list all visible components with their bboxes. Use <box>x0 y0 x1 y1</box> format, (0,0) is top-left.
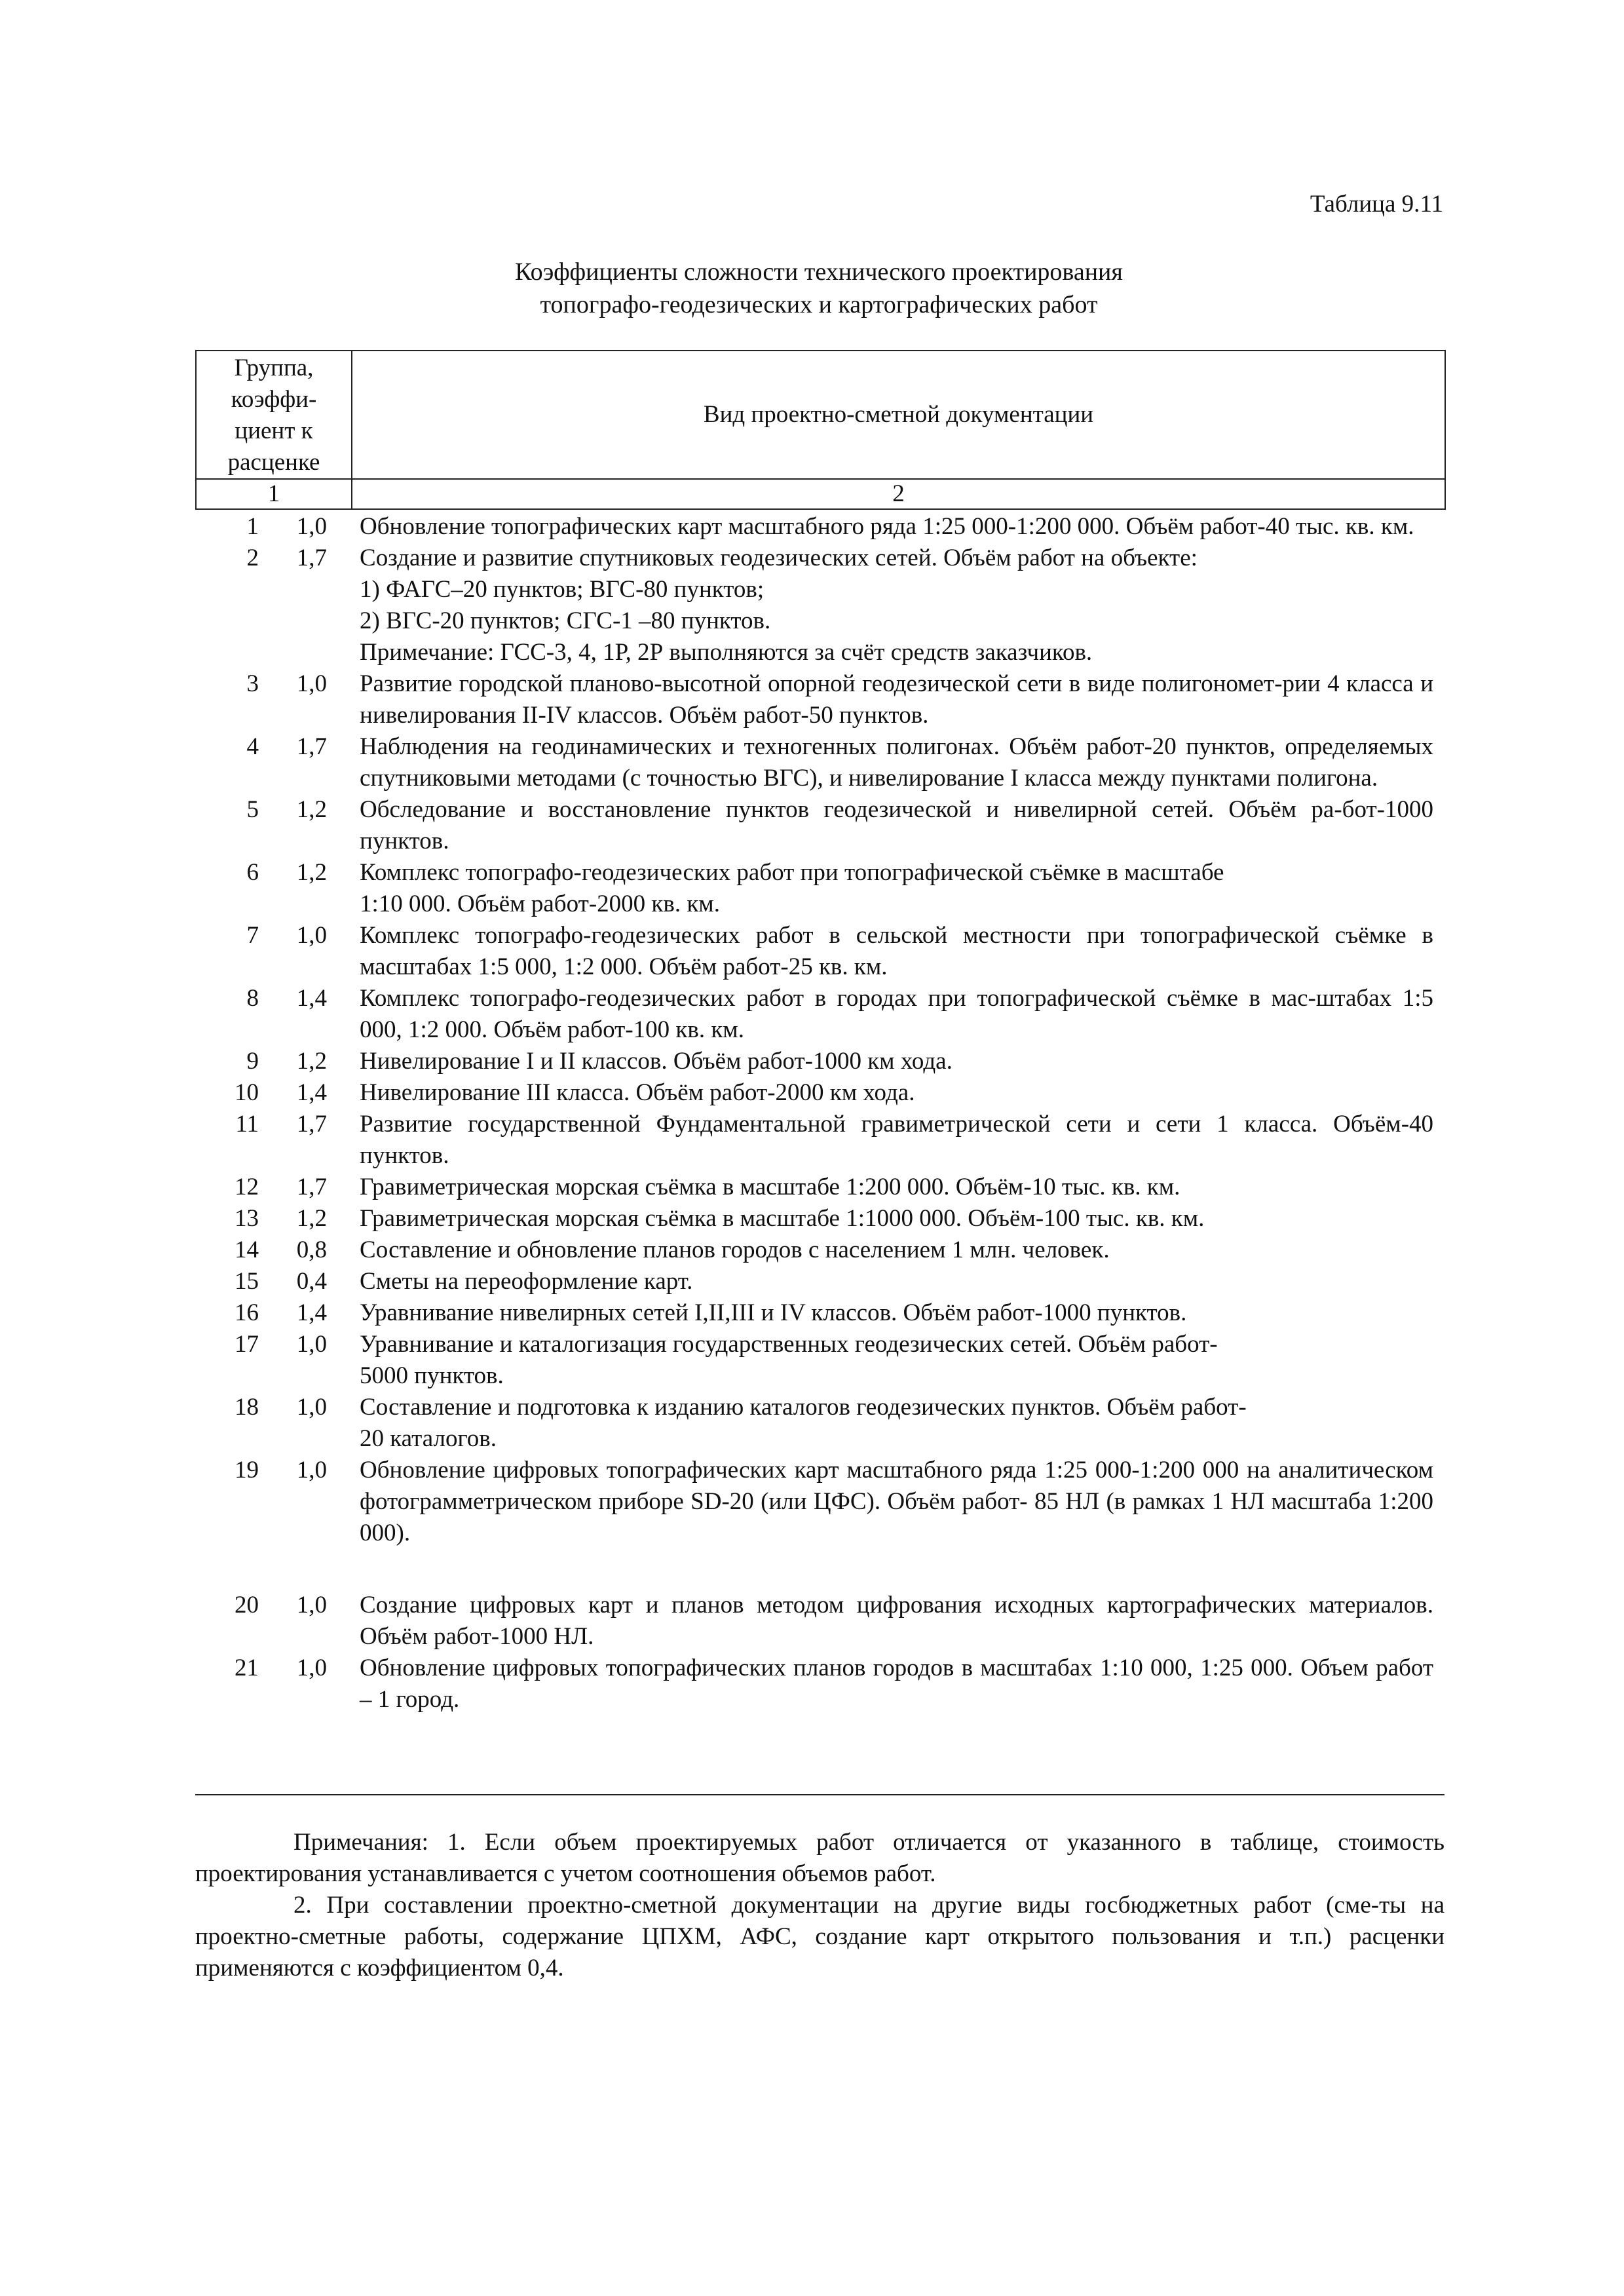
row-coefficient: 1,7 <box>296 1111 328 1138</box>
table-row <box>196 920 1445 983</box>
header-group-coefficient <box>196 351 352 479</box>
table-row <box>196 1046 1445 1077</box>
table-row <box>196 1392 1445 1455</box>
row-coefficient: 1,7 <box>296 733 328 760</box>
row-number: 18 <box>235 1394 259 1421</box>
row-description <box>352 1266 1445 1297</box>
row-description-line: 1) ФАГС–20 пунктов; ВГС-80 пунктов; <box>360 576 765 603</box>
row-description-line: Гравиметрическая морская съёмка в масштабе 1:1000 000. Объём-100 тыс. кв. км. <box>360 1205 1205 1232</box>
row-coefficient: 0,8 <box>296 1236 328 1263</box>
row-description <box>352 920 1445 983</box>
note-2: 2. При составлении проектно-сметной документации на другие виды госбюджетных работ (сме-ты на проектно-сметные работы, содержание ЦПХМ, АФС, создание карт открытого пользования и т.п.) расценки применяются с коэффициентом 0,4. <box>195 1892 1445 1981</box>
row-description-line: Обновление топографических карт масштабного ряда 1:25 000-1:200 000. Объём работ-40 тыс. кв. км. <box>360 513 1414 540</box>
header-group-line: Группа, <box>234 354 314 381</box>
table-row <box>196 1109 1445 1172</box>
row-number: 20 <box>235 1592 259 1618</box>
table-row <box>196 1455 1445 1549</box>
row-description-line: Развитие городской планово-высотной опорной геодезической сети в виде полигономет-рии 4 класса и нивелирования II-IV классов. Объём работ-50 пунктов. <box>360 670 1434 729</box>
row-coefficient: 1,0 <box>296 670 328 697</box>
row-description <box>352 1392 1445 1455</box>
row-coefficient: 1,2 <box>296 796 328 823</box>
row-description-line: Наблюдения на геодинамических и техногенных полигонах. Объём работ-20 пунктов, определяемых спутниковыми методами (с точностью ВГС), и нивелирование I класса между пунктами полигона. <box>360 733 1434 792</box>
row-number: 8 <box>246 985 259 1012</box>
row-description-line: Составление и обновление планов городов с населением 1 млн. человек. <box>360 1236 1110 1263</box>
row-description-line: Уравнивание нивелирных сетей I,II,III и IV классов. Объём работ-1000 пунктов. <box>360 1299 1187 1326</box>
row-coefficient: 1,0 <box>296 1457 328 1483</box>
note-1: Примечания: 1. Если объем проектируемых работ отличается от указанного в таблице, стоимость проектирования устанавливается с учетом соотношения объемов работ. <box>195 1829 1445 1887</box>
row-description-line: Создание и развитие спутниковых геодезических сетей. Объём работ на объекте: <box>360 545 1198 571</box>
table-row <box>196 1653 1445 1715</box>
table-title-line-1: Коэффициенты сложности технического проектирования <box>515 258 1123 286</box>
row-coefficient: 1,2 <box>296 1048 328 1075</box>
row-number: 10 <box>235 1079 259 1106</box>
row-coefficient: 1,2 <box>296 1205 328 1232</box>
row-coefficient: 0,4 <box>296 1268 328 1295</box>
row-description-line: Комплекс топографо-геодезических работ при топографической съёмке в масштабе <box>360 859 1224 886</box>
header-column-number-2: 2 <box>352 479 1445 509</box>
row-description-line: Составление и подготовка к изданию каталогов геодезических пунктов. Объём работ- <box>360 1394 1247 1421</box>
row-description <box>352 1297 1445 1329</box>
row-number: 14 <box>235 1236 259 1263</box>
row-number: 2 <box>246 545 259 571</box>
row-number: 4 <box>246 733 259 760</box>
row-description-line: Примечание: ГСС-3, 4, 1Р, 2Р выполняются за счёт средств заказчиков. <box>360 639 1093 666</box>
row-description <box>352 731 1445 794</box>
row-description-line: 20 каталогов. <box>360 1425 497 1452</box>
row-coefficient: 1,2 <box>296 859 328 886</box>
row-coefficient: 1,4 <box>296 1079 328 1106</box>
table-row <box>196 983 1445 1046</box>
notes <box>195 1827 1445 1984</box>
row-coefficient: 1,0 <box>296 922 328 949</box>
row-description-line: 2) ВГС-20 пунктов; СГС-1 –80 пунктов. <box>360 607 771 634</box>
row-coefficient: 1,4 <box>296 985 328 1012</box>
table-row <box>196 1329 1445 1392</box>
row-description-line: Обследование и восстановление пунктов геодезической и нивелирной сетей. Объём ра-бот-1000 пунктов. <box>360 796 1434 854</box>
row-number: 9 <box>246 1048 259 1075</box>
row-number: 5 <box>246 796 259 823</box>
row-number: 19 <box>235 1457 259 1483</box>
row-coefficient: 1,0 <box>296 1394 328 1421</box>
header-group-line: расценке <box>227 449 320 476</box>
row-description <box>352 1329 1445 1392</box>
row-number: 17 <box>235 1331 259 1358</box>
row-number: 7 <box>246 922 259 949</box>
header-column-number-1: 1 <box>196 479 352 509</box>
table-number: Таблица 9.11 <box>1310 191 1443 218</box>
table-title-line-2: топографо-геодезических и картографических работ <box>540 291 1098 318</box>
row-description-line: Нивелирование III класса. Объём работ-2000 км хода. <box>360 1079 915 1106</box>
row-coefficient: 1,7 <box>296 545 328 571</box>
row-description-line: Комплекс топографо-геодезических работ в сельской местности при топографической съёмке в масштабах 1:5 000, 1:2 000. Объём работ-25 кв. км. <box>360 922 1434 980</box>
row-coefficient: 1,4 <box>296 1299 328 1326</box>
table-row <box>196 1203 1445 1234</box>
row-description <box>352 857 1445 920</box>
table-row <box>196 1266 1445 1297</box>
table-row <box>196 509 1445 543</box>
row-description-line: Нивелирование I и II классов. Объём работ-1000 км хода. <box>360 1048 953 1075</box>
row-number: 21 <box>235 1655 259 1681</box>
row-description <box>352 668 1445 731</box>
table-row <box>196 1234 1445 1266</box>
row-description <box>352 1172 1445 1203</box>
row-description <box>352 1077 1445 1109</box>
row-description <box>352 1653 1445 1715</box>
row-description <box>352 1234 1445 1266</box>
header-group-line: коэффи- <box>231 386 317 413</box>
row-description <box>352 983 1445 1046</box>
row-coefficient: 1,0 <box>296 513 328 540</box>
table-bottom-rule <box>195 1794 1445 1795</box>
table-row <box>196 543 1445 668</box>
row-coefficient: 1,0 <box>296 1331 328 1358</box>
row-coefficient: 1,0 <box>296 1592 328 1618</box>
table-row <box>196 668 1445 731</box>
row-description <box>352 509 1445 543</box>
header-group-line: циент к <box>235 417 313 444</box>
row-description-line: Развитие государственной Фундаментальной гравиметрической сети и сети 1 класса. Объём-40 пунктов. <box>360 1111 1434 1169</box>
row-description <box>352 794 1445 857</box>
table-row <box>196 1549 1445 1653</box>
row-description <box>352 1549 1445 1653</box>
row-number: 16 <box>235 1299 259 1326</box>
row-description <box>352 1109 1445 1172</box>
header-document-type: Вид проектно-сметной документации <box>352 351 1445 479</box>
row-description <box>352 1046 1445 1077</box>
row-description <box>352 1455 1445 1549</box>
row-coefficient: 1,0 <box>296 1655 328 1681</box>
table-title <box>197 256 1441 321</box>
row-description-line: Комплекс топографо-геодезических работ в городах при топографической съёмке в мас-штабах 1:5 000, 1:2 000. Объём работ-100 кв. км. <box>360 985 1434 1043</box>
row-description-line: Сметы на переоформление карт. <box>360 1268 693 1295</box>
row-description-line: Создание цифровых карт и планов методом цифрования исходных картографических материалов. Объём работ-1000 НЛ. <box>360 1592 1434 1650</box>
table-row <box>196 857 1445 920</box>
row-description-line: 5000 пунктов. <box>360 1362 504 1389</box>
row-description <box>352 1203 1445 1234</box>
row-description-line: 1:10 000. Объём работ-2000 кв. км. <box>360 890 720 917</box>
row-number: 11 <box>235 1111 259 1138</box>
table-body <box>196 509 1445 1715</box>
table-row <box>196 731 1445 794</box>
row-number: 6 <box>246 859 259 886</box>
row-number: 1 <box>246 513 259 540</box>
coefficients-table <box>195 350 1446 1715</box>
row-number: 15 <box>235 1268 259 1295</box>
row-number: 12 <box>235 1174 259 1200</box>
row-description-line: Обновление цифровых топографических планов городов в масштабах 1:10 000, 1:25 000. Объем работ – 1 город. <box>360 1655 1434 1713</box>
row-number: 13 <box>235 1205 259 1232</box>
table-row <box>196 1172 1445 1203</box>
row-description-line: Гравиметрическая морская съёмка в масштабе 1:200 000. Объём-10 тыс. кв. км. <box>360 1174 1180 1200</box>
table-row <box>196 794 1445 857</box>
row-description-line: Уравнивание и каталогизация государственных геодезических сетей. Объём работ- <box>360 1331 1218 1358</box>
table-row <box>196 1077 1445 1109</box>
row-number: 3 <box>246 670 259 697</box>
row-description <box>352 543 1445 668</box>
row-coefficient: 1,7 <box>296 1174 328 1200</box>
row-description-line: Обновление цифровых топографических карт масштабного ряда 1:25 000-1:200 000 на аналитическом фотограмметрическом приборе SD-20 (или ЦФС). Объём работ- 85 НЛ (в рамках 1 НЛ масштаба 1:200 000). <box>360 1457 1434 1546</box>
table-row <box>196 1297 1445 1329</box>
